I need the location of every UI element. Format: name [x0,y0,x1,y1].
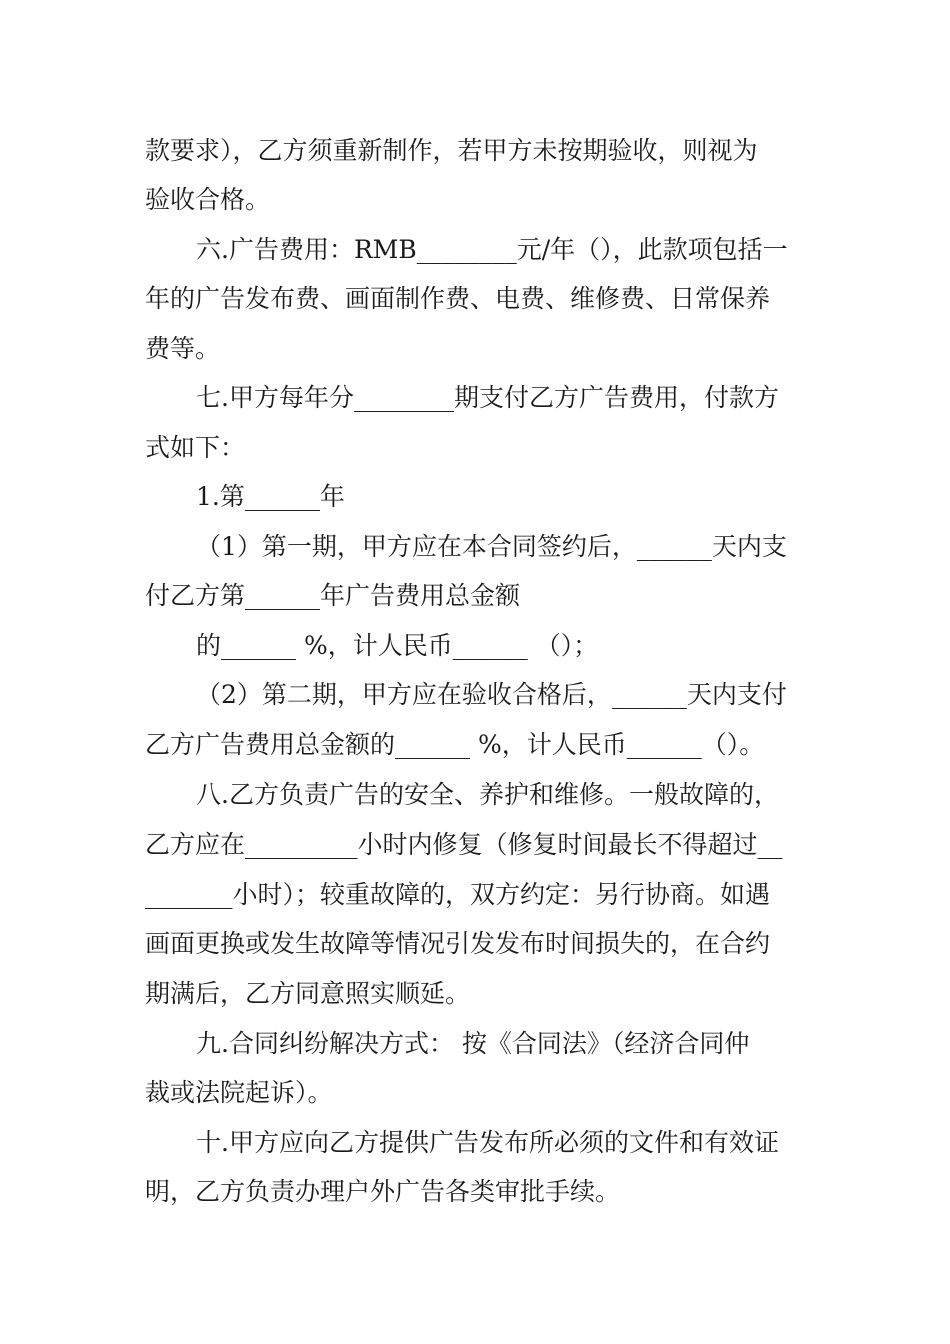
text-line: 期满后，乙方同意照实顺延。 [145,979,471,1008]
text-line: （2）第二期，甲方应在验收合格后，______天内支付 [196,680,787,709]
text-line: 明，乙方负责办理户外广告各类审批手续。 [145,1177,621,1206]
text-line: 十.甲方应向乙方提供广告发布所必须的文件和有效证 [196,1128,779,1157]
text-line: 式如下： [145,433,246,462]
text-line: 付乙方第______年广告费用总金额 [145,581,521,610]
text-line: 年的广告发布费、画面制作费、电费、维修费、日常保养 [145,284,771,313]
text-line: 1.第______年 [196,482,345,511]
text-line: 费等。 [145,334,221,363]
text-line: 七.甲方每年分________期支付乙方广告费用，付款方 [196,383,779,412]
text-line: 的______ %，计人民币______ （）； [196,631,599,660]
text-line: 六.广告费用：RMB________元/年（），此款项包括一 [196,235,788,264]
text-line: 九.合同纠纷解决方式： 按《合同法》（经济合同仲 [196,1029,750,1058]
text-line: 裁或法院起诉）。 [145,1078,333,1107]
text-line: 乙方广告费用总金额的______ %，计人民币______（）。 [145,730,765,759]
text-line: （1）第一期，甲方应在本合同签约后，______天内支 [196,532,787,561]
text-line: 画面更换或发生故障等情况引发发布时间损失的，在合约 [145,929,771,958]
text-line: 八.乙方负责广告的安全、养护和维修。一般故障的， [196,780,779,809]
text-line: 款要求），乙方须重新制作，若甲方未按期验收，则视为 [145,136,758,165]
text-line: _______小时）；较重故障的，双方约定：另行协商。如遇 [145,880,771,909]
text-line: 验收合格。 [145,185,271,214]
text-line: 乙方应在_________小时内修复（修复时间最长不得超过__ [145,830,783,859]
